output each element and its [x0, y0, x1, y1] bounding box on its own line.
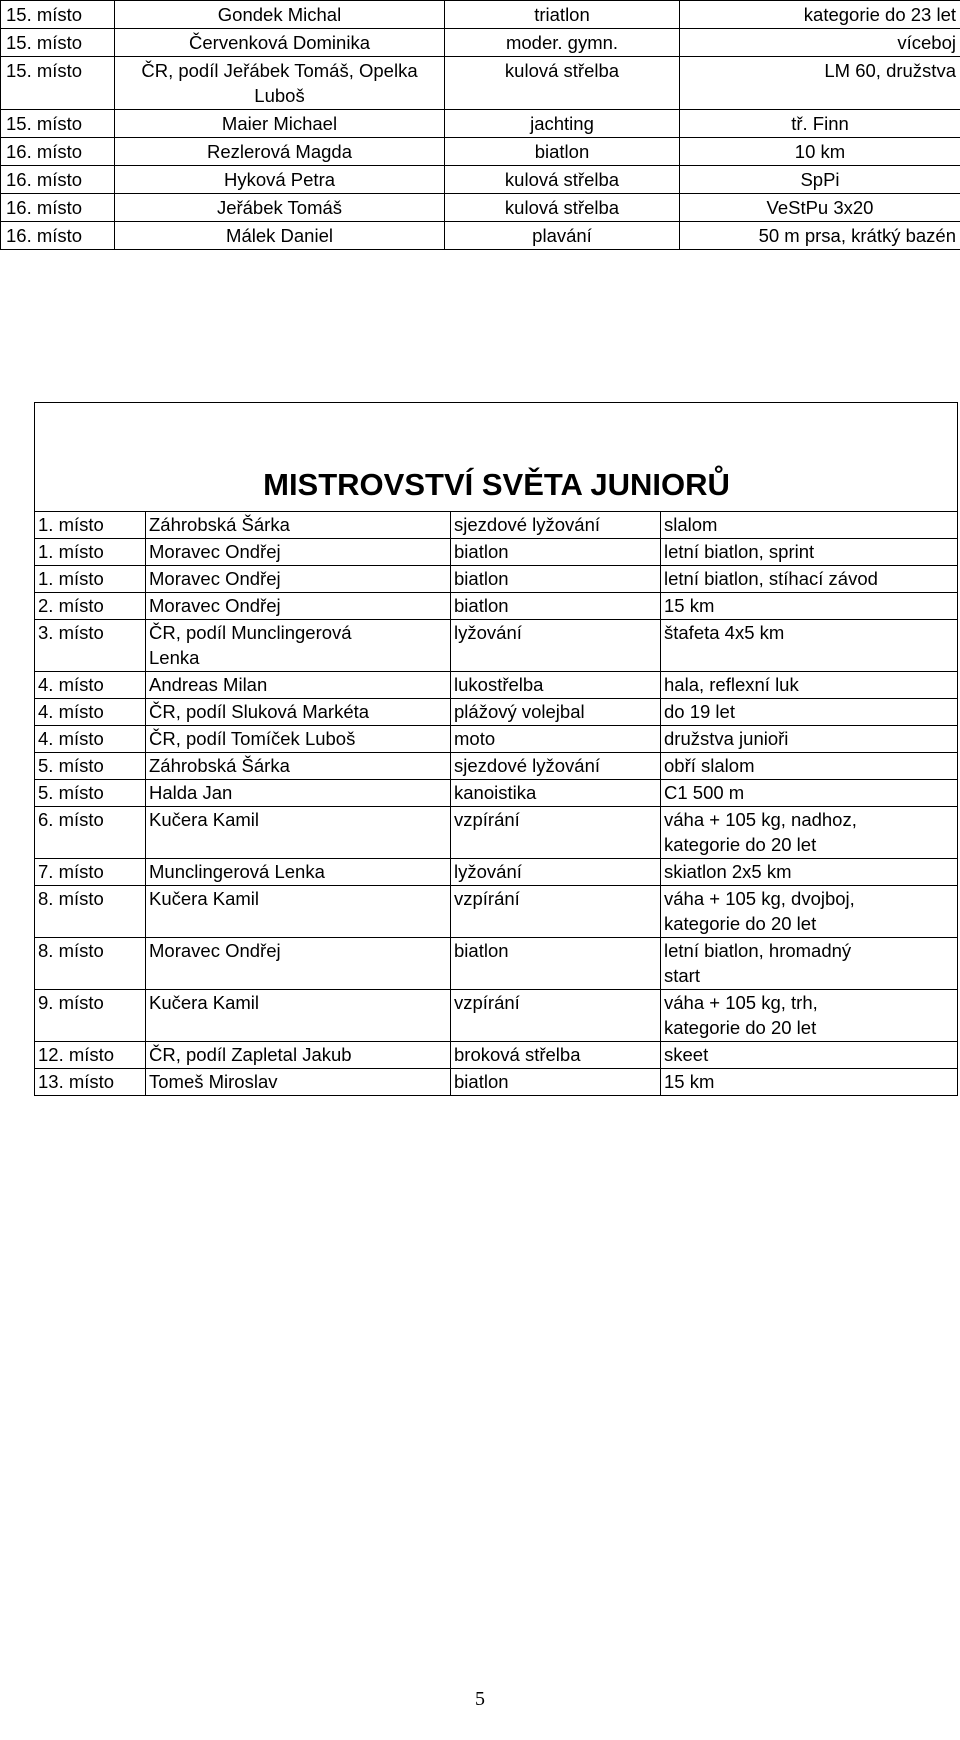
- table-row: [35, 512, 958, 539]
- discipline-cell: do 19 let: [661, 699, 958, 726]
- sport-cell: lyžování: [451, 620, 661, 672]
- athlete-cell: Záhrobská Šárka: [146, 512, 451, 539]
- sport-cell: biatlon: [451, 938, 661, 990]
- discipline-cell: 15 km: [661, 593, 958, 620]
- cell-line: kategorie do 20 let: [664, 834, 817, 855]
- discipline-cell: letní biatlon, stíhací závod: [661, 566, 958, 593]
- table-row: [35, 620, 958, 672]
- table-row: [35, 593, 958, 620]
- table-row: [35, 886, 958, 938]
- discipline-cell: 15 km: [661, 1069, 958, 1096]
- discipline-cell: VeStPu 3x20: [680, 194, 960, 222]
- cell-line: start: [664, 965, 700, 986]
- sport-cell: kulová střelba: [445, 194, 680, 222]
- cell-line: váha + 105 kg, dvojboj,: [664, 888, 855, 909]
- table-row: [35, 807, 958, 859]
- discipline-cell: kategorie do 23 let: [680, 1, 960, 29]
- table-row: [35, 780, 958, 807]
- table-row: [1, 110, 960, 138]
- discipline-cell: hala, reflexní luk: [661, 672, 958, 699]
- table-row: [1, 57, 960, 110]
- athlete-cell: Moravec Ondřej: [146, 593, 451, 620]
- table-row: [35, 726, 958, 753]
- athlete-cell: Kučera Kamil: [146, 807, 451, 859]
- rank-cell: 2. místo: [35, 593, 146, 620]
- rank-cell: 7. místo: [35, 859, 146, 886]
- cell-line: kategorie do 20 let: [664, 1017, 817, 1038]
- rank-cell: 13. místo: [35, 1069, 146, 1096]
- table-row: [1, 29, 960, 57]
- rank-cell: 8. místo: [35, 938, 146, 990]
- table-row: [35, 699, 958, 726]
- sport-cell: sjezdové lyžování: [451, 512, 661, 539]
- discipline-cell: [661, 990, 958, 1042]
- rank-cell: 9. místo: [35, 990, 146, 1042]
- cell-line: Luboš: [254, 85, 305, 106]
- rank-cell: 15. místo: [1, 110, 115, 138]
- discipline-cell: 50 m prsa, krátký bazén: [680, 222, 960, 250]
- sport-cell: vzpírání: [451, 886, 661, 938]
- table-row: [35, 753, 958, 780]
- rank-cell: 15. místo: [1, 1, 115, 29]
- sport-cell: jachting: [445, 110, 680, 138]
- athlete-cell: Moravec Ondřej: [146, 539, 451, 566]
- athlete-cell: Moravec Ondřej: [146, 938, 451, 990]
- cell-line: váha + 105 kg, trh,: [664, 992, 818, 1013]
- athlete-cell: Málek Daniel: [115, 222, 445, 250]
- table-row: [1, 166, 960, 194]
- rank-cell: 16. místo: [1, 222, 115, 250]
- athlete-cell: Gondek Michal: [115, 1, 445, 29]
- rank-cell: 1. místo: [35, 539, 146, 566]
- discipline-cell: SpPi: [680, 166, 960, 194]
- cell-line: kategorie do 20 let: [664, 913, 817, 934]
- discipline-cell: štafeta 4x5 km: [661, 620, 958, 672]
- discipline-cell: tř. Finn: [680, 110, 960, 138]
- rank-cell: 16. místo: [1, 166, 115, 194]
- discipline-cell: LM 60, družstva: [680, 57, 960, 110]
- sport-cell: lukostřelba: [451, 672, 661, 699]
- rank-cell: 4. místo: [35, 672, 146, 699]
- athlete-cell: Červenková Dominika: [115, 29, 445, 57]
- discipline-cell: skiatlon 2x5 km: [661, 859, 958, 886]
- sport-cell: vzpírání: [451, 807, 661, 859]
- results-table-top: [0, 0, 960, 250]
- table-row: [1, 1, 960, 29]
- sport-cell: biatlon: [445, 138, 680, 166]
- sport-cell: lyžování: [451, 859, 661, 886]
- rank-cell: 15. místo: [1, 57, 115, 110]
- athlete-cell: [146, 620, 451, 672]
- sport-cell: broková střelba: [451, 1042, 661, 1069]
- table-row: [35, 938, 958, 990]
- table-row: [35, 859, 958, 886]
- cell-line: ČR, podíl Jeřábek Tomáš, Opelka: [141, 60, 418, 81]
- athlete-cell: Jeřábek Tomáš: [115, 194, 445, 222]
- table-row: [35, 539, 958, 566]
- discipline-cell: [661, 938, 958, 990]
- table-row: [35, 672, 958, 699]
- athlete-cell: Kučera Kamil: [146, 886, 451, 938]
- discipline-cell: letní biatlon, sprint: [661, 539, 958, 566]
- table-row: [35, 1042, 958, 1069]
- cell-line: váha + 105 kg, nadhoz,: [664, 809, 857, 830]
- discipline-cell: C1 500 m: [661, 780, 958, 807]
- rank-cell: 1. místo: [35, 566, 146, 593]
- athlete-cell: Kučera Kamil: [146, 990, 451, 1042]
- athlete-cell: Andreas Milan: [146, 672, 451, 699]
- athlete-cell: ČR, podíl Sluková Markéta: [146, 699, 451, 726]
- rank-cell: 15. místo: [1, 29, 115, 57]
- rank-cell: 4. místo: [35, 699, 146, 726]
- athlete-cell: Hyková Petra: [115, 166, 445, 194]
- results-table-juniors: [34, 402, 958, 1096]
- sport-cell: triatlon: [445, 1, 680, 29]
- rank-cell: 16. místo: [1, 194, 115, 222]
- page-number: 5: [475, 1688, 485, 1710]
- sport-cell: kulová střelba: [445, 57, 680, 110]
- table-row: [1, 138, 960, 166]
- section-title-row: [35, 403, 958, 512]
- sport-cell: moto: [451, 726, 661, 753]
- sport-cell: plážový volejbal: [451, 699, 661, 726]
- athlete-cell: Halda Jan: [146, 780, 451, 807]
- discipline-cell: [661, 886, 958, 938]
- cell-line: letní biatlon, hromadný: [664, 940, 852, 961]
- sport-cell: biatlon: [451, 593, 661, 620]
- rank-cell: 5. místo: [35, 780, 146, 807]
- discipline-cell: skeet: [661, 1042, 958, 1069]
- cell-line: Lenka: [149, 647, 200, 668]
- sport-cell: sjezdové lyžování: [451, 753, 661, 780]
- rank-cell: 16. místo: [1, 138, 115, 166]
- table-row: [1, 222, 960, 250]
- athlete-cell: ČR, podíl Tomíček Luboš: [146, 726, 451, 753]
- rank-cell: 5. místo: [35, 753, 146, 780]
- discipline-cell: slalom: [661, 512, 958, 539]
- athlete-cell: ČR, podíl Zapletal Jakub: [146, 1042, 451, 1069]
- rank-cell: 1. místo: [35, 512, 146, 539]
- discipline-cell: 10 km: [680, 138, 960, 166]
- sport-cell: plavání: [445, 222, 680, 250]
- sport-cell: kanoistika: [451, 780, 661, 807]
- discipline-cell: víceboj: [680, 29, 960, 57]
- athlete-cell: Maier Michael: [115, 110, 445, 138]
- rank-cell: 6. místo: [35, 807, 146, 859]
- discipline-cell: družstva junioři: [661, 726, 958, 753]
- athlete-cell: Munclingerová Lenka: [146, 859, 451, 886]
- athlete-cell: Rezlerová Magda: [115, 138, 445, 166]
- sport-cell: biatlon: [451, 539, 661, 566]
- sport-cell: vzpírání: [451, 990, 661, 1042]
- table-row: [35, 1069, 958, 1096]
- sport-cell: biatlon: [451, 1069, 661, 1096]
- discipline-cell: obří slalom: [661, 753, 958, 780]
- sport-cell: moder. gymn.: [445, 29, 680, 57]
- sport-cell: kulová střelba: [445, 166, 680, 194]
- athlete-cell: Tomeš Miroslav: [146, 1069, 451, 1096]
- athlete-cell: Záhrobská Šárka: [146, 753, 451, 780]
- athlete-cell: [115, 57, 445, 110]
- table-row: [35, 566, 958, 593]
- rank-cell: 12. místo: [35, 1042, 146, 1069]
- rank-cell: 4. místo: [35, 726, 146, 753]
- section-title: MISTROVSTVÍ SVĚTA JUNIORŮ: [35, 403, 958, 512]
- cell-line: ČR, podíl Munclingerová: [149, 622, 352, 643]
- rank-cell: 3. místo: [35, 620, 146, 672]
- rank-cell: 8. místo: [35, 886, 146, 938]
- table-row: [1, 194, 960, 222]
- sport-cell: biatlon: [451, 566, 661, 593]
- table-row: [35, 990, 958, 1042]
- athlete-cell: Moravec Ondřej: [146, 566, 451, 593]
- discipline-cell: [661, 807, 958, 859]
